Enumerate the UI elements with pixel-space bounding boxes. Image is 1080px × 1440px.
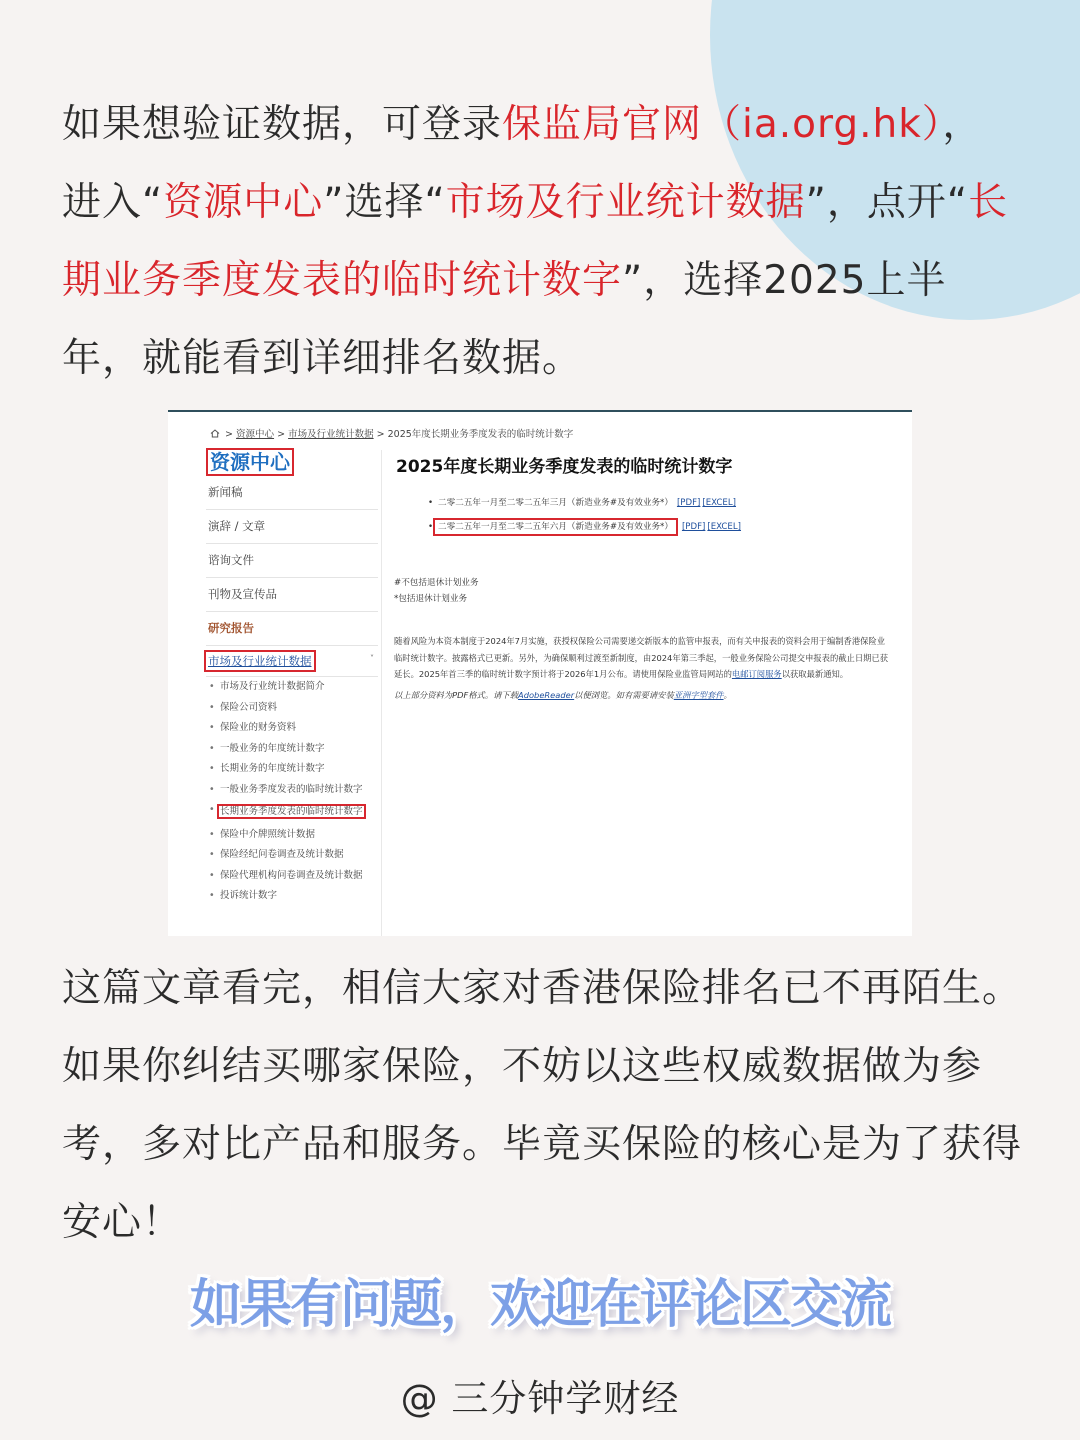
- asian-font-link[interactable]: 亚洲字型套件: [673, 689, 724, 700]
- author-signature: @ 三分钟学财经: [400, 1377, 680, 1420]
- column-divider: [381, 450, 382, 936]
- breadcrumb-separator: >: [277, 429, 286, 440]
- sub-item-label: 保险公司资料: [220, 701, 278, 713]
- sub-item[interactable]: [206, 763, 378, 774]
- sidebar-market-stats-label[interactable]: 市场及行业统计数据: [204, 650, 316, 672]
- sub-item[interactable]: [206, 702, 378, 713]
- chevron-down-icon[interactable]: ˅: [370, 654, 374, 663]
- intro-paragraph: [62, 86, 1022, 398]
- note-including: *包括退休计划业务: [394, 594, 468, 604]
- sidebar-title[interactable]: 资源中心: [206, 448, 294, 476]
- sub-item-label: 长期业务季度发表的临时统计数字: [217, 804, 366, 819]
- body-text-a: 随着风险为本资本制度于2024年7月实施，获授权保险公司需要递交新版本的监管申报表，而有关申报表的资料会用于编制香港保险业临时统计数字。披露格式已更新。另外，为确保顺利过渡至新制度，由2024年第三季起，一般业务保险公司提交申报表的截止日期已获延长。2025年首三季的临时统计数字预计将于2026年1月公布。请使用保险业监管局网站的: [394, 636, 889, 679]
- pdf-link[interactable]: [PDF]: [681, 522, 706, 532]
- notes: [394, 575, 894, 607]
- sub-item-label: 长期业务的年度统计数字: [220, 763, 325, 774]
- report-item-h1-2025: [394, 521, 894, 545]
- sub-item[interactable]: [206, 870, 378, 881]
- excel-link[interactable]: [EXCEL]: [707, 522, 742, 532]
- pdf-note: [394, 689, 894, 701]
- sub-item[interactable]: [206, 784, 378, 795]
- intro-highlight-market-stats: 市场及行业统计数据: [445, 180, 806, 225]
- email-subscription-link[interactable]: 电邮订阅服务: [731, 669, 782, 679]
- excel-link[interactable]: [EXCEL]: [702, 498, 737, 508]
- breadcrumb-separator: >: [225, 429, 233, 440]
- pdf-note-b: 以便浏览。如有需要请安装: [574, 689, 674, 700]
- sub-item[interactable]: [206, 890, 378, 901]
- sidebar-item-research[interactable]: 研究报告: [206, 612, 378, 646]
- sub-item[interactable]: [206, 829, 378, 840]
- sub-item-label: 保险代理机构问卷调查及统计数据: [220, 869, 363, 881]
- sub-item[interactable]: [206, 743, 378, 754]
- breadcrumb-resource-center[interactable]: 资源中心: [236, 429, 275, 440]
- intro-text-4: ”，点开“: [805, 180, 969, 225]
- sub-item-label: 一般业务季度发表的临时统计数字: [220, 783, 363, 795]
- sub-item-label: 一般业务的年度统计数字: [220, 742, 325, 754]
- sidebar-item-press-releases[interactable]: 新闻稿: [206, 476, 378, 510]
- intro-text-1: 如果想验证数据，可登录: [62, 102, 503, 147]
- report-label: 二零二五年一月至二零二五年六月（新造业务#及有效业务*）: [433, 518, 678, 536]
- sidebar-item-speeches[interactable]: 演辞 / 文章: [206, 510, 378, 544]
- sub-item-label: 保险业的财务资料: [220, 722, 297, 733]
- sub-item-label: 保险中介牌照统计数据: [220, 828, 316, 840]
- intro-text-5: ”，选择2025上半年，就能看到详细排名数据。: [62, 258, 947, 381]
- breadcrumb-separator: >: [376, 429, 385, 440]
- pdf-note-c: 。: [723, 689, 732, 700]
- sub-item[interactable]: [206, 681, 378, 692]
- adobe-reader-link[interactable]: AdobeReader: [518, 689, 575, 700]
- website-screenshot: [168, 410, 912, 936]
- breadcrumb-market-stats[interactable]: 市场及行业统计数据: [288, 429, 374, 440]
- intro-text-2: ，进入“: [62, 102, 983, 225]
- sub-item-long-term-quarterly[interactable]: [206, 804, 378, 819]
- sub-item[interactable]: [206, 722, 378, 733]
- sidebar: [206, 448, 378, 911]
- sidebar-item-publications[interactable]: 刊物及宣传品: [206, 578, 378, 612]
- note-excluding: #不包括退休计划业务: [394, 578, 479, 588]
- report-label: 二零二五年一月至二零二五年三月（新造业务#及有效业务*）: [438, 498, 673, 508]
- intro-highlight-website: 保监局官网（ia.org.hk）: [502, 102, 943, 147]
- body-text-b: 以获取最新通知。: [781, 669, 849, 679]
- intro-highlight-long-term: 长期业务季度发表的临时统计数字: [62, 180, 1009, 303]
- page-title: 2025年度长期业务季度发表的临时统计数字: [396, 457, 733, 477]
- outro-paragraph: 这篇文章看完，相信大家对香港保险排名已不再陌生。如果你纠结买哪家保险，不妨以这些权威数据做为参考，多对比产品和服务。毕竟买保险的核心是为了获得安心！: [62, 966, 1023, 1245]
- comment-banner: 如果有问题，欢迎在评论区交流: [189, 1275, 890, 1335]
- breadcrumb-current: 2025年度长期业务季度发表的临时统计数字: [387, 429, 574, 440]
- sidebar-sub-list: [206, 681, 378, 901]
- body-paragraph: [394, 633, 892, 683]
- sub-item-label: 投诉统计数字: [220, 890, 278, 901]
- breadcrumb: [210, 426, 573, 440]
- main-content: [394, 452, 894, 701]
- sidebar-item-consultations[interactable]: 谘询文件: [206, 544, 378, 578]
- report-list: [394, 497, 894, 545]
- sub-item-label: 市场及行业统计数据简介: [220, 681, 325, 692]
- sidebar-item-market-stats[interactable]: [206, 646, 378, 677]
- pdf-link[interactable]: [PDF]: [676, 498, 701, 508]
- sub-item-label: 保险经纪问卷调查及统计数据: [220, 849, 344, 860]
- pdf-note-a: 以上部分资料为PDF格式。请下载: [394, 689, 519, 700]
- intro-highlight-resource-center: 资源中心: [163, 180, 324, 225]
- home-icon[interactable]: [210, 429, 220, 438]
- sub-item[interactable]: [206, 849, 378, 860]
- intro-text-3: ”选择“: [323, 180, 446, 225]
